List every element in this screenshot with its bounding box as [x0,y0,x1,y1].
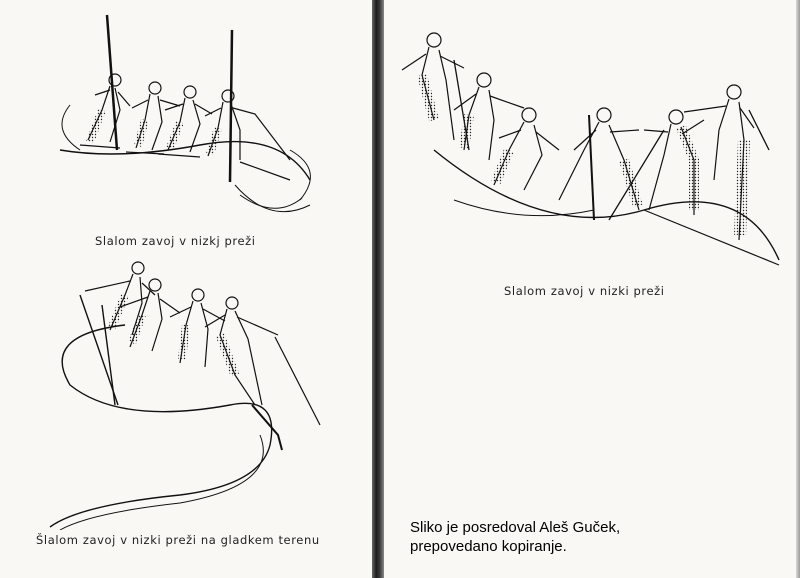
skier-sequence-illustration-right [394,20,784,270]
bottom-illustration-caption: Šlalom zavoj v nizki preži na gladkem terenu [36,533,320,547]
skier-sequence-illustration-bottom [30,255,330,530]
book-gutter [372,0,384,578]
skier-sequence-illustration-top [40,10,330,225]
top-illustration-caption: Slalom zavoj v nizkj preži [95,234,256,248]
credit-line-1: Sliko je posredoval Aleš Guček, [410,519,621,536]
credit-note [410,518,620,556]
page-edge [796,0,800,578]
left-page [0,0,372,578]
right-page [384,0,800,578]
credit-line-2: prepovedano kopiranje. [410,538,567,555]
right-illustration-caption: Slalom zavoj v nizki preži [504,284,665,298]
